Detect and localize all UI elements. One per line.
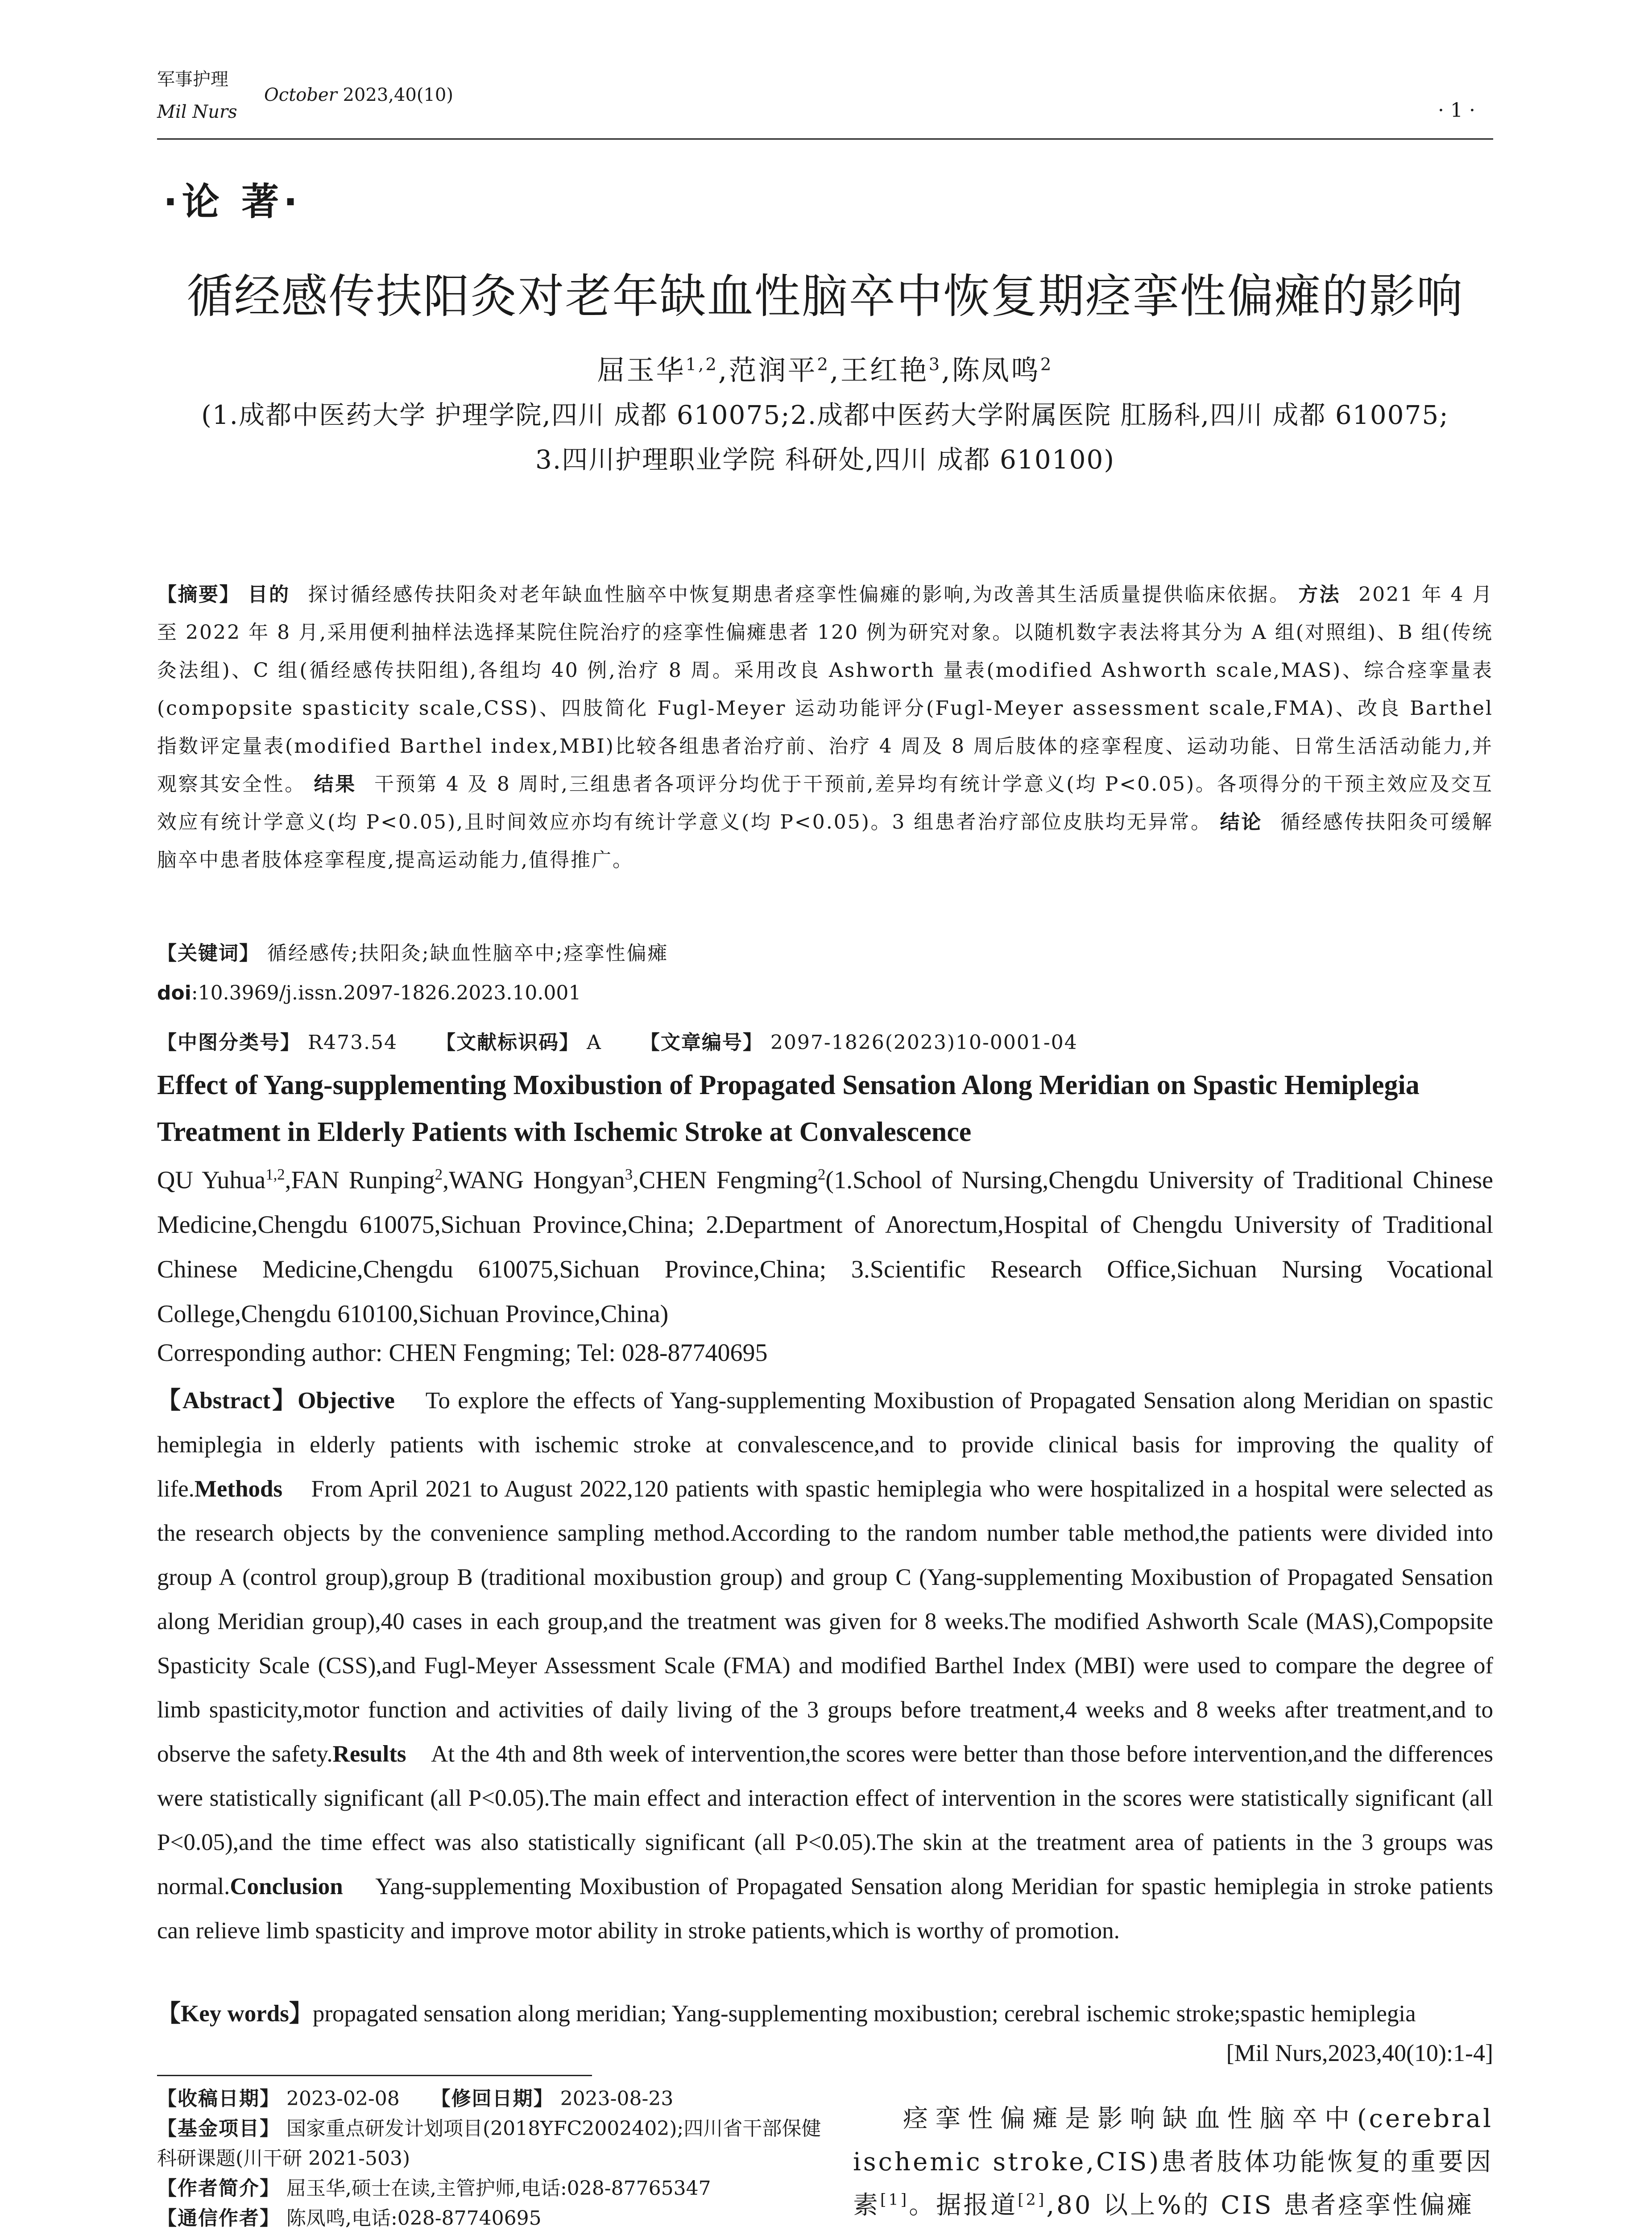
fund-text: 国家重点研发计划项目(2018YFC2002402);四川省干部保健科研课题(川干研 2021-503)	[157, 2117, 821, 2170]
doi-label: doi	[157, 982, 191, 1004]
body-sentence: 痉挛性偏瘫是影响缺血性脑卒中(cerebral ischemic stroke,CIS)患者肢体功能恢复的重要因素	[853, 2104, 1493, 2220]
author-affil-sup: 3	[625, 1165, 633, 1183]
author-affil-sup: 1,2	[265, 1165, 285, 1183]
doc-code-label: 【文献标识码】	[436, 1031, 580, 1054]
corresponding-author: Corresponding author: CHEN Fengming; Tel: 028-87740695	[157, 1339, 768, 1367]
author-name-en: ,CHEN Fengming	[633, 1166, 818, 1194]
abstract-label: 【摘要】	[157, 583, 240, 606]
author-affil-sup: 2	[817, 354, 830, 375]
author-list-cn	[157, 348, 1493, 388]
affiliation-line: 3.四川护理职业学院 科研处,四川 成都 610100)	[535, 444, 1115, 475]
paper-title-en: Effect of Yang-supplementing Moxibustion of Propagated Sensation Along Meridian on Spastic Hemiplegia Treatment in Elderly Patients with Ischemic Stroke at Convalescence	[157, 1070, 1420, 1147]
objective-label-en: Objective	[298, 1388, 395, 1414]
journal-name-cn: 军事护理	[157, 69, 228, 90]
reference-link[interactable]: [1]	[880, 2191, 909, 2209]
footnotes	[157, 2084, 822, 2231]
author-bio-text: 屈玉华,硕士在读,主管护师,电话:028-87765347	[286, 2177, 711, 2200]
keywords-cn	[157, 937, 668, 966]
abstract-en	[157, 1379, 1493, 1953]
footnote-contact	[157, 2203, 822, 2231]
conclusion-label-en: Conclusion	[230, 1874, 343, 1899]
article-no-value: 2097-1826(2023)10-0001-04	[770, 1031, 1078, 1054]
methods-label: 方法	[1298, 583, 1341, 606]
results-text-en: At the 4th and 8th week of intervention,the scores were better than those before intervention,and the differences were statistically significant (all P<0.05).The main effect and interaction effect of intervention in the scores were statistically significant (all P<0.05),and the time effect was also statistically significant (all P<0.05).The skin at the treatment area of patients in the 3 groups was normal.	[157, 1741, 1494, 1899]
author-affil-sup: 3	[928, 354, 942, 375]
author-bio-label: 【作者简介】	[157, 2177, 280, 2200]
footnote-fund	[157, 2114, 822, 2173]
objective-text: 探讨循经感传扶阳灸对老年缺血性脑卒中恢复期患者痉挛性偏瘫的影响,为改善其生活质量提供临床依据。	[308, 583, 1291, 606]
footnote-author	[157, 2173, 822, 2203]
results-label: 结果	[314, 773, 356, 796]
affiliations-cn	[157, 393, 1493, 482]
citation: [Mil Nurs,2023,40(10):1-4]	[1226, 2040, 1493, 2066]
body-text	[853, 2097, 1493, 2227]
author-list-en	[157, 1158, 1493, 1336]
doi-value[interactable]: :10.3969/j.issn.2097-1826.2023.10.001	[191, 982, 581, 1004]
page-number: · 1 ·	[1438, 99, 1475, 122]
author-name: 王红艳	[840, 354, 929, 386]
author-name-en: QU Yuhua	[157, 1166, 266, 1194]
section-label: ·论 著·	[163, 180, 302, 224]
contact-label: 【通信作者】	[157, 2207, 280, 2230]
conclusion-label: 结论	[1220, 811, 1263, 834]
author-affil-sup: 2	[1040, 354, 1053, 375]
clc-value: R473.54	[308, 1031, 398, 1054]
conclusion-text: 循经感传扶阳灸可缓解脑卒中患者肢体痉挛程度,提高运动能力,值得推广。	[157, 811, 1493, 871]
classification-line	[157, 1026, 1078, 1055]
author-sep: ,	[829, 354, 840, 386]
body-sentence: 。据报道	[909, 2191, 1018, 2220]
keywords-label-en: 【Key words】	[157, 2001, 313, 2027]
conclusion-text-en: Yang-supplementing Moxibustion of Propagated Sensation along Meridian for spastic hemiplegia in stroke patients can relieve limb spasticity and improve motor ability in stroke patients,which is worthy of promotion.	[157, 1874, 1493, 1944]
author-affil-sup: 2	[435, 1165, 443, 1183]
methods-text: 2021 年 4 月至 2022 年 8 月,采用便利抽样法选择某院住院治疗的痉挛性偏瘫患者 120 例为研究对象。以随机数字表法将其分为 A 组(对照组)、B 组(传统灸法组)、C 组(循经感传扶阳组),各组均 40 例,治疗 8 周。采用改良 Ashworth 量表(modified Ashworth scale,MAS)、综合痉挛量表(compopsite spasticity scale,CSS)、四肢简化 Fugl-Meyer 运动功能评分(Fugl-Meyer assessment scale,FMA)、改良 Barthel 指数评定量表(modified Barthel index,MBI)比较各组患者治疗前、治疗 4 周及 8 周后肢体的痉挛程度、运动功能、日常生活活动能力,并观察其安全性。	[157, 583, 1494, 796]
received-label: 【收稿日期】	[157, 2087, 280, 2110]
abstract-label-en: 【Abstract】	[157, 1388, 298, 1414]
keywords-text: 循经感传;扶阳灸;缺血性脑卒中;痉挛性偏瘫	[267, 942, 669, 965]
doi-line	[157, 982, 581, 1004]
journal-name-en: Mil Nurs	[157, 102, 237, 122]
objective-text-en: To explore the effects of Yang-supplementing Moxibustion of Propagated Sensation along Meridian on spastic hemiplegia in elderly patients with ischemic stroke at convalescence,and to provide clinical basis for improving the quality of life.	[157, 1388, 1493, 1502]
issue-info	[264, 85, 453, 105]
author-sep: ,	[718, 354, 729, 386]
abstract-cn	[157, 576, 1493, 879]
objective-label: 目的	[248, 583, 290, 606]
article-no-label: 【文章编号】	[640, 1031, 763, 1054]
running-header	[157, 62, 1493, 132]
results-label-en: Results	[332, 1741, 406, 1767]
author-name-en: ,FAN Runping	[285, 1166, 435, 1194]
keywords-text-en: propagated sensation along meridian; Yang-supplementing moxibustion; cerebral ischemic stroke;spastic hemiplegia	[312, 2001, 1416, 2027]
revised-label: 【修回日期】	[431, 2087, 554, 2110]
body-sentence: ,80 以上%的 CIS 患者痉挛性偏瘫	[1046, 2191, 1474, 2220]
reference-link[interactable]: [2]	[1018, 2191, 1047, 2209]
keywords-label: 【关键词】	[157, 942, 260, 965]
results-text: 干预第 4 及 8 周时,三组患者各项评分均优于干预前,差异均有统计学意义(均 P<0.05)。各项得分的干预主效应及交互效应有统计学意义(均 P<0.05),且时间效应亦均有统计学意义(均 P<0.05)。3 组患者治疗部位皮肤均无异常。	[157, 773, 1494, 834]
author-name-en: ,WANG Hongyan	[443, 1166, 625, 1194]
author-affil-sup: 2	[817, 1165, 826, 1183]
fund-label: 【基金项目】	[157, 2117, 280, 2140]
author-name: 陈凤鸣	[952, 354, 1040, 386]
author-name: 屈玉华	[597, 354, 686, 386]
footnote-dates	[157, 2084, 822, 2114]
keywords-en	[157, 1995, 1493, 2028]
methods-text-en: From April 2021 to August 2022,120 patients with spastic hemiplegia who were hospitalized in a hospital were selected as the research objects by the convenience sampling method.According to the random number table method,the patients were divided into group A (control group),group B (traditional moxibustion group) and group C (Yang-supplementing Moxibustion of Propagated Sensation along Meridian group),40 cases in each group,and the treatment was given for 8 weeks.The modified Ashworth Scale (MAS),Compopsite Spasticity Scale (CSS),and Fugl-Meyer Assessment Scale (FMA) and modified Barthel Index (MBI) were used to compare the degree of limb spasticity,motor function and activities of daily living of the 3 groups before treatment,4 weeks and 8 weeks after treatment,and to observe the safety.	[157, 1476, 1494, 1767]
header-rule	[157, 138, 1493, 140]
issue-volume: 2023,40(10)	[337, 85, 453, 105]
clc-label: 【中图分类号】	[157, 1031, 301, 1054]
author-affil-sup: 1,2	[685, 354, 718, 375]
paper-page	[157, 62, 1494, 2230]
revised-date: 2023-08-23	[560, 2087, 674, 2110]
affiliation-line: (1.成都中医药大学 护理学院,四川 成都 610075;2.成都中医药大学附属医院 肛肠科,四川 成都 610075;	[201, 400, 1449, 430]
doc-code-value: A	[587, 1031, 602, 1054]
footnote-rule	[157, 2075, 592, 2076]
paper-title-cn: 循经感传扶阳灸对老年缺血性脑卒中恢复期痉挛性偏瘫的影响	[186, 269, 1464, 323]
methods-label-en: Methods	[194, 1476, 283, 1502]
author-sep: ,	[941, 354, 952, 386]
contact-text: 陈凤鸣,电话:028-87740695	[286, 2207, 542, 2230]
issue-month: October	[264, 85, 337, 105]
received-date: 2023-02-08	[286, 2087, 400, 2110]
author-name: 范润平	[729, 354, 817, 386]
affiliations-en: (1.School of Nursing,Chengdu University of Traditional Chinese Medicine,Chengdu 610075,Sichuan Province,China; 2.Department of Anorectum,Hospital of Chengdu University of Traditional Chinese Medicine,Chengdu 610075,Sichuan Province,China; 3.Scientific Research Office,Sichuan Nursing Vocational College,Chengdu 610100,Sichuan Province,China)	[157, 1166, 1494, 1328]
